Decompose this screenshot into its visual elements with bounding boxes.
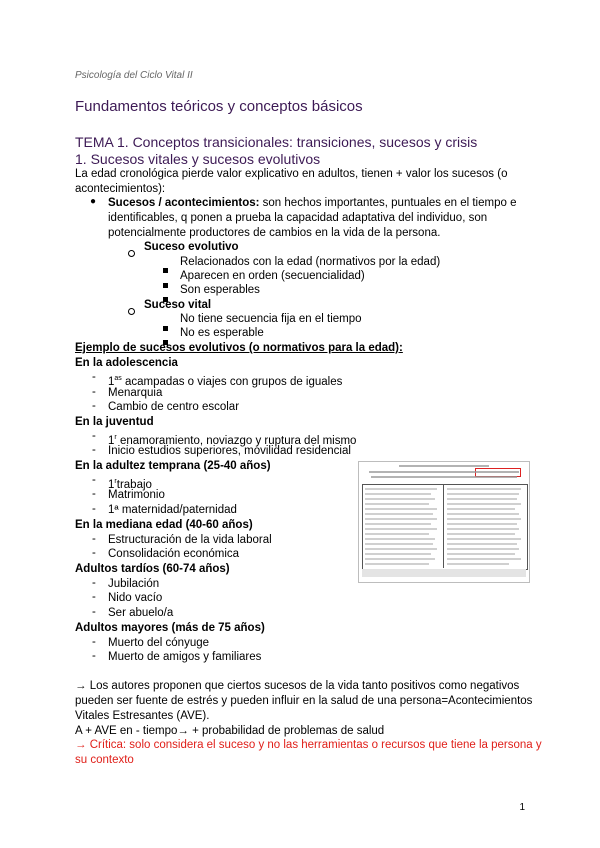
mayores-item-1: Muerto del cónyuge <box>108 637 210 649</box>
adultos-tardios-heading: Adultos tardíos (60-74 años) <box>75 563 230 575</box>
dash: - <box>92 371 96 383</box>
ejemplo-heading: Ejemplo de sucesos evolutivos (o normativos para la edad): <box>75 342 403 354</box>
adultos-mayores-heading: Adultos mayores (más de 75 años) <box>75 622 265 634</box>
adultez-item-2: Matrimonio <box>108 489 165 501</box>
life-events-table-image <box>358 461 530 583</box>
dash: - <box>92 533 96 545</box>
dash: - <box>92 503 96 515</box>
adolescencia-item-2: Menarquia <box>108 387 163 399</box>
dash: - <box>92 606 96 618</box>
juventud-item-2: Inicio estudios superiores, movilidad residencial <box>108 445 351 457</box>
course-header: Psicología del Ciclo Vital II <box>75 70 193 81</box>
dash: - <box>92 547 96 559</box>
circle-bullet <box>128 244 135 262</box>
juventud-heading: En la juventud <box>75 416 154 428</box>
dash: - <box>92 636 96 648</box>
sucesos-def-3: potencialmente productores de cambios en la vida de la persona. <box>108 227 441 239</box>
juventud-item-1: 1$^r$ enamoramiento, noviazgo y ruptura del mismo <box>108 434 357 447</box>
ave-para-line-2: pueden ser fuente de estrés y pueden influir en la salud de una persona=Acontecimientos <box>75 695 533 707</box>
vital-item-1: No tiene secuencia fija en el tiempo <box>180 313 362 325</box>
dash: - <box>92 650 96 662</box>
sucesos-def-1: son hechos importantes, puntuales en el tiempo e <box>259 197 517 209</box>
adolescencia-heading: En la adolescencia <box>75 357 178 369</box>
ave-probability: A + AVE en - tiempo→ + probabilidad de problemas de salud <box>75 725 385 737</box>
mediana-item-2: Consolidación económica <box>108 548 240 560</box>
intro-line-1: La edad cronológica pierde valor explicativo en adultos, tienen + valor los sucesos (o <box>75 168 508 180</box>
dash: - <box>92 577 96 589</box>
dash: - <box>92 591 96 603</box>
sucesos-def-2: identificables, q ponen a prueba la capacidad adaptativa del individuo, son <box>108 212 488 224</box>
ave-para-line-1: → Los autores proponen que ciertos sucesos de la vida tanto positivos como negativos <box>75 680 520 692</box>
dash: - <box>92 430 96 442</box>
table-scan-lines <box>359 462 529 582</box>
dash: - <box>92 444 96 456</box>
mediana-item-1: Estructuración de la vida laboral <box>108 534 272 546</box>
mayores-item-2: Muerto de amigos y familiares <box>108 651 262 663</box>
evolutivo-item-1: Relacionados con la edad (normativos por la edad) <box>180 256 441 268</box>
adolescencia-item-1: $1^{as}$ acampadas o viajes con grupos de iguales <box>108 375 343 388</box>
suceso-evolutivo-title: Suceso evolutivo <box>144 241 239 253</box>
dash: - <box>92 488 96 500</box>
adolescencia-item-3: Cambio de centro escolar <box>108 401 240 413</box>
adultez-temprana-heading: En la adultez temprana (25-40 años) <box>75 460 271 472</box>
sucesos-definition <box>108 196 516 211</box>
ave-para-line-3: Vitales Estresantes (AVE). <box>75 710 210 722</box>
page-number: 1 <box>519 802 525 813</box>
tardios-item-1: Jubilación <box>108 578 160 590</box>
tardios-item-2: Nido vacío <box>108 592 163 604</box>
dash: - <box>92 386 96 398</box>
dash: - <box>92 474 96 486</box>
suceso-vital-title: Suceso vital <box>144 299 212 311</box>
table-footer <box>362 569 526 577</box>
mediana-edad-heading: En la mediana edad (40-60 años) <box>75 519 253 531</box>
tema-heading: TEMA 1. Conceptos transicionales: transiciones, sucesos y crisis <box>75 134 478 150</box>
vital-item-2: No es esperable <box>180 327 264 339</box>
circle-bullet <box>128 302 135 320</box>
adultez-item-3: 1ª maternidad/paternidad <box>108 504 237 516</box>
intro-line-2: acontecimientos): <box>75 183 166 195</box>
evolutivo-item-3: Son esperables <box>180 284 260 296</box>
page-title: Fundamentos teóricos y conceptos básicos <box>75 98 363 115</box>
evolutivo-item-2: Aparecen en orden (secuencialidad) <box>180 270 365 282</box>
bullet-dot: ● <box>90 196 97 207</box>
sucesos-term: Sucesos / acontecimientos: <box>108 197 260 209</box>
adultez-item-1: 1$^r$trabajo <box>108 478 152 491</box>
dash: - <box>92 400 96 412</box>
section-heading: 1. Sucesos vitales y sucesos evolutivos <box>75 151 321 167</box>
critica-line-2: su contexto <box>75 754 134 766</box>
critica-line-1: → Crítica: solo considera el suceso y no las herramientas o recursos que tiene la persona y <box>75 739 542 751</box>
tardios-item-3: Ser abuelo/a <box>108 607 174 619</box>
